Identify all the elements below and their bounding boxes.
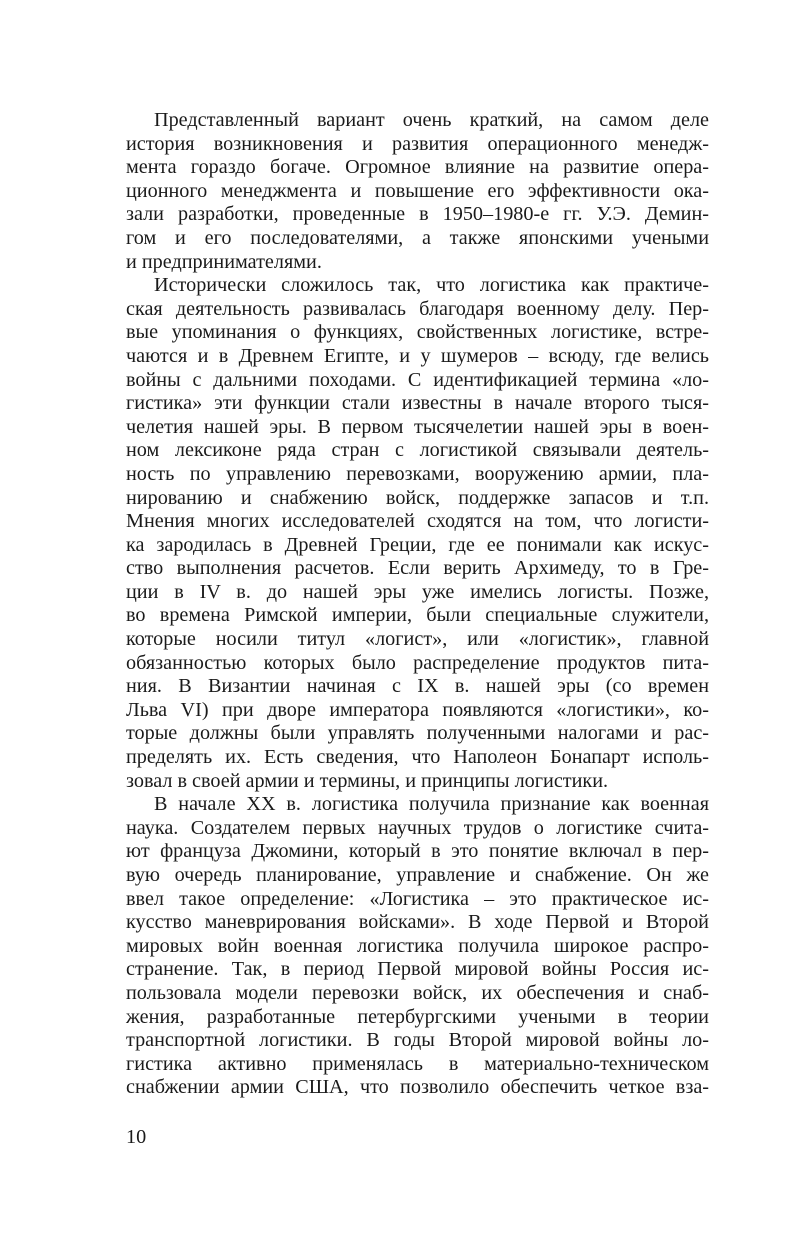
text-line: ввел такое определение: «Логистика – это практическое ис- (126, 887, 709, 910)
text-line: ская деятельность развивалась благодаря военному делу. Пер- (126, 297, 709, 320)
text-line: гистика» эти функции стали известны в начале второго тыся- (126, 392, 709, 415)
text-line: ность по управлению перевозками, вооружению армии, пла- (126, 462, 709, 485)
text-line: которые носили титул «логист», или «логистик», главной (126, 628, 709, 651)
text-line: мировых войн военная логистика получила широкое распро- (126, 934, 709, 957)
text-line: обязанностью которых было распределение продуктов пита- (126, 651, 709, 674)
text-line: вую очередь планирование, управление и снабжение. Он же (126, 864, 709, 886)
page-text (126, 109, 709, 1100)
text-line: нированию и снабжению войск, поддержке запасов и т.п. (126, 486, 709, 509)
text-line: гистика активно применялась в материально-техническом (126, 1052, 709, 1075)
text-line: мента гораздо богаче. Огромное влияние на развитие опера- (126, 156, 709, 179)
text-line: ство выполнения расчетов. Если верить Архимеду, то в Гре- (126, 557, 709, 580)
text-line: кусство маневрирования войсками». В ходе Первой и Второй (126, 911, 709, 934)
text-line: странение. Так, в период Первой мировой войны Россия ис- (126, 958, 709, 981)
text-line: торые должны были управлять полученными налогами и рас- (126, 722, 709, 745)
text-line: ции в IV в. до нашей эры уже имелись логисты. Позже, (126, 580, 709, 603)
paragraph (126, 274, 709, 793)
text-line: вые упоминания о функциях, свойственных логистике, встре- (126, 321, 709, 344)
text-line: и предпринимателями. (126, 250, 322, 273)
text-line: ном лексиконе ряда стран с логистикой связывали деятель- (126, 439, 709, 462)
text-line: ка зародилась в Древней Греции, где ее понимали как искус- (126, 533, 709, 556)
paragraph (126, 793, 709, 1100)
text-line: ционного менеджмента и повышение его эффективности ока- (126, 179, 709, 202)
text-line: жения, разработанные петербургскими учеными в теории (126, 1005, 709, 1028)
text-line: транспортной логистики. В годы Второй мировой войны ло- (126, 1029, 709, 1052)
text-line: пользовала модели перевозки войск, их обеспечения и снаб- (126, 981, 709, 1004)
text-line: чаются и в Древнем Египте, и у шумеров – всюду, где велись (126, 344, 709, 367)
text-line: ния. В Византии начиная с IX в. нашей эры (со времен (126, 675, 709, 698)
text-line: Мнения многих исследователей сходятся на том, что логисти- (126, 510, 709, 533)
text-line: В начале XX в. логистика получила признание как военная (154, 793, 709, 816)
text-line: во времена Римской империи, были специальные служители, (126, 604, 709, 627)
text-line: Льва VI) при дворе императора появляются «логистики», ко- (126, 698, 709, 721)
text-line: Исторически сложилось так, что логистика как практиче- (154, 274, 709, 297)
text-line: войны с дальними походами. С идентификацией термина «ло- (126, 368, 709, 391)
text-line: снабжении армии США, что позволило обеспечить четкое вза- (126, 1076, 709, 1099)
paragraph (126, 109, 709, 274)
text-line: челетия нашей эры. В первом тысячелетии нашей эры в воен- (126, 415, 709, 438)
text-line: зовал в своей армии и термины, и принципы логистики. (126, 769, 609, 792)
text-line: зали разработки, проведенные в 1950–1980-е гг. У.Э. Демин- (126, 203, 709, 226)
text-line: пределять их. Есть сведения, что Наполеон Бонапарт исполь- (126, 746, 709, 769)
page-number: 10 (126, 1126, 147, 1148)
text-line: Представленный вариант очень краткий, на самом деле (154, 109, 709, 131)
text-line: ют француза Джомини, который в это понятие включал в пер- (126, 840, 709, 863)
text-line: гом и его последователями, а также японскими учеными (126, 226, 709, 249)
text-line: наука. Создателем первых научных трудов о логистике счита- (126, 816, 709, 839)
text-line: история возникновения и развития операционного менедж- (126, 132, 709, 155)
